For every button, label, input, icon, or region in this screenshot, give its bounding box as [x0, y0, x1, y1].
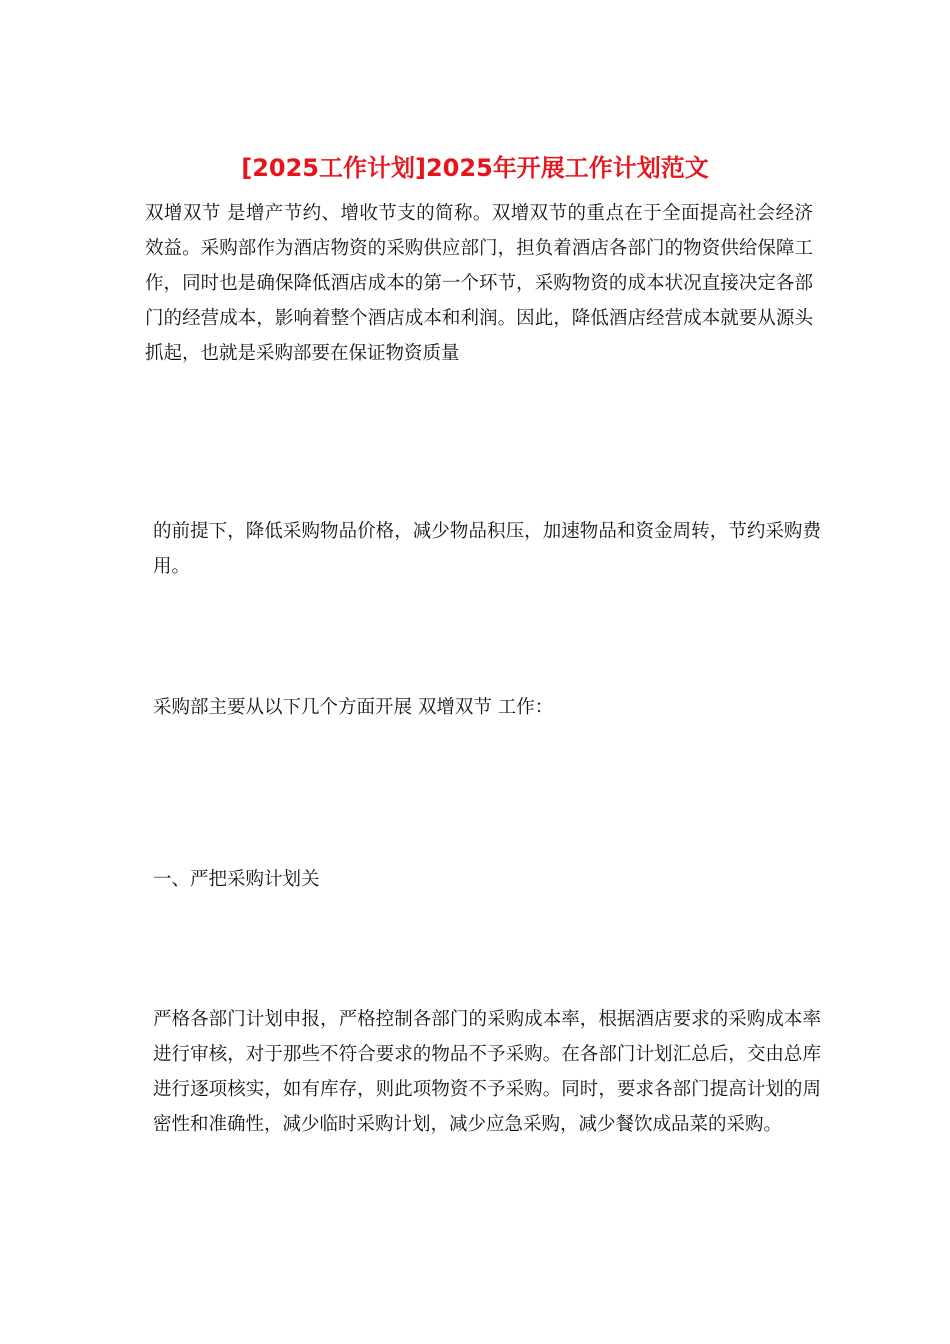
- section-heading-1: 一、严把采购计划关: [153, 869, 320, 890]
- paragraph-continuation: 的前提下，降低采购物品价格，减少物品积压，加速物品和资金周转，节约采购费用。: [153, 521, 821, 577]
- paragraph-overview: 采购部主要从以下几个方面开展 双增双节 工作：: [153, 697, 554, 718]
- paragraph-intro: 双增双节 是增产节约、增收节支的简称。双增双节的重点在于全面提高社会经济效益。采购部作为酒店物资的采购供应部门，担负着酒店各部门的物资供给保障工作，同时也是确保降低酒店成本的第一个环节，采购物资的成本状况直接决定各部门的经营成本，影响着整个酒店成本和利润。因此，降低酒店经营成本就要从源头抓起，也就是采购部要在保证物资质量: [145, 203, 813, 364]
- document-title: [2025工作计划]2025年开展工作计划范文: [241, 154, 709, 182]
- paragraph-section-1-body: 严格各部门计划申报，严格控制各部门的采购成本率，根据酒店要求的采购成本率进行审核，对于那些不符合要求的物品不予采购。在各部门计划汇总后，交由总库进行逐项核实，如有库存，则此项物资不予采购。同时，要求各部门提高计划的周密性和准确性，减少临时采购计划，减少应急采购，减少餐饮成品菜的采购。: [153, 1009, 821, 1135]
